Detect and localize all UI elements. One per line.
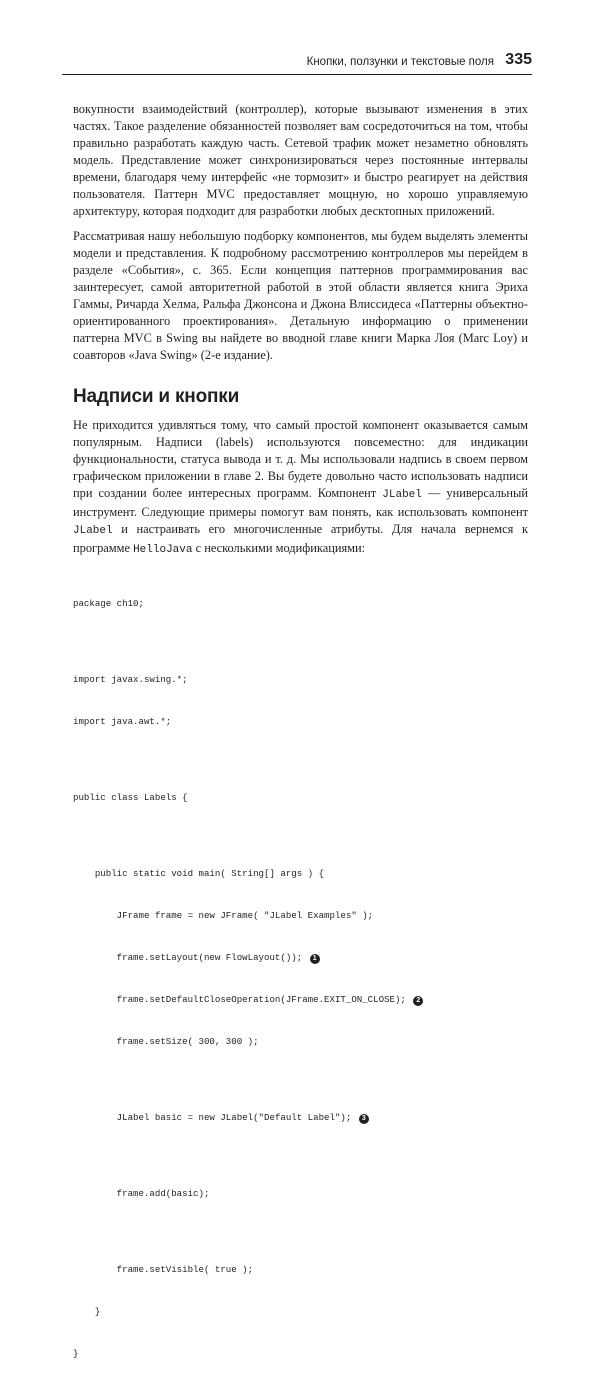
paragraph-components: Рассматривая нашу небольшую подборку компонентов, мы будем выделять элементы модели и представления. К подробному рассмотрению контроллеров мы перейдем в разделе «События», с. 365. Если концепция паттернов программирования вас заинтересует, самой авторитетной работой в этой области является книга Эриха Гаммы, Ричарда Хелма, Ральфа Джонсона и Джона Влиссидеса «Паттерны объектно-ориентированного проектирования». Детальную информацию о применении паттерна MVC в Swing вы найдете во вводной главе книги Марка Лоя (Marc Loy) и соавторов «Java Swing» (2-е издание). bbox=[73, 229, 528, 362]
code-line bbox=[73, 1111, 528, 1125]
code-line: package ch10; bbox=[73, 598, 144, 609]
section-heading: Надписи и кнопки bbox=[73, 386, 240, 407]
paragraph-labels-text-d: с несколькими модификациями: bbox=[192, 541, 366, 555]
code-listing bbox=[73, 569, 528, 1389]
code-line: frame.add(basic); bbox=[73, 1188, 210, 1199]
inline-code-jlabel: JLabel bbox=[382, 489, 422, 501]
paragraph-labels-text-c: и настраивать его многочисленные атрибуты. Для начала вернемся к программе bbox=[73, 522, 528, 555]
paragraph-labels-text-b: — универсальный инструмент. Следующие примеры помогут вам понять, как использовать компонент bbox=[73, 486, 528, 519]
code-line: frame.setVisible( true ); bbox=[73, 1264, 254, 1275]
code-line: } bbox=[73, 1348, 79, 1359]
code-line-text: JLabel basic = new JLabel("Default Label"); bbox=[73, 1112, 357, 1123]
code-line: import java.awt.*; bbox=[73, 716, 172, 727]
code-line: } bbox=[73, 1306, 101, 1317]
page-number: 335 bbox=[505, 51, 532, 68]
running-title: Кнопки, ползунки и текстовые поля bbox=[306, 56, 494, 68]
code-line: frame.setSize( 300, 300 ); bbox=[73, 1036, 259, 1047]
code-line: JFrame frame = new JFrame( "JLabel Examples" ); bbox=[73, 910, 374, 921]
page-body bbox=[73, 101, 528, 1389]
code-line: public static void main( String[] args ) { bbox=[73, 868, 325, 879]
paragraph-labels-text-a: Не приходится удивляться тому, что самый простой компонент оказывается самым популярным. Надписи (labels) используются повсеместно: для индикации функциональности, статуса вывода и т. д. Мы использовали надпись в своем первом графическом приложении в главе 2. Вы будете довольно часто использовать надписи при создании более интересных программ. Компонент bbox=[73, 418, 528, 500]
code-line-text: frame.setDefaultCloseOperation(JFrame.EXIT_ON_CLOSE); bbox=[73, 994, 412, 1005]
paragraph-mvc: вокупности взаимодействий (контроллер), которые вызывают изменения в этих частях. Такое разделение обязанностей позволяет вам сосредоточиться на том, чтобы правильно разработать каждую часть. Сетевой трафик может незаметно обновлять модель. Представление может синхронизироваться через постоянные интервалы времени, благодаря чему интерфейс «не тормозит» и быстро реагирует на действия пользователя. Паттерн MVC предоставляет мощную, но хорошо управляемую архитектуру, которая подходит для разработки любых десктопных приложений. bbox=[73, 102, 528, 218]
inline-code-hellojava: HelloJava bbox=[133, 544, 193, 556]
code-line: public class Labels { bbox=[73, 792, 188, 803]
code-line bbox=[73, 951, 528, 965]
code-line bbox=[73, 993, 528, 1007]
paragraph-labels bbox=[73, 417, 528, 559]
code-line: import javax.swing.*; bbox=[73, 674, 188, 685]
inline-code-jlabel-2: JLabel bbox=[73, 525, 113, 537]
running-header bbox=[62, 48, 532, 75]
code-line-text: frame.setLayout(new FlowLayout()); bbox=[73, 952, 308, 963]
callout-1-icon: 1 bbox=[310, 954, 320, 964]
callout-3-icon: 3 bbox=[359, 1114, 369, 1124]
callout-2-icon: 2 bbox=[413, 996, 423, 1006]
